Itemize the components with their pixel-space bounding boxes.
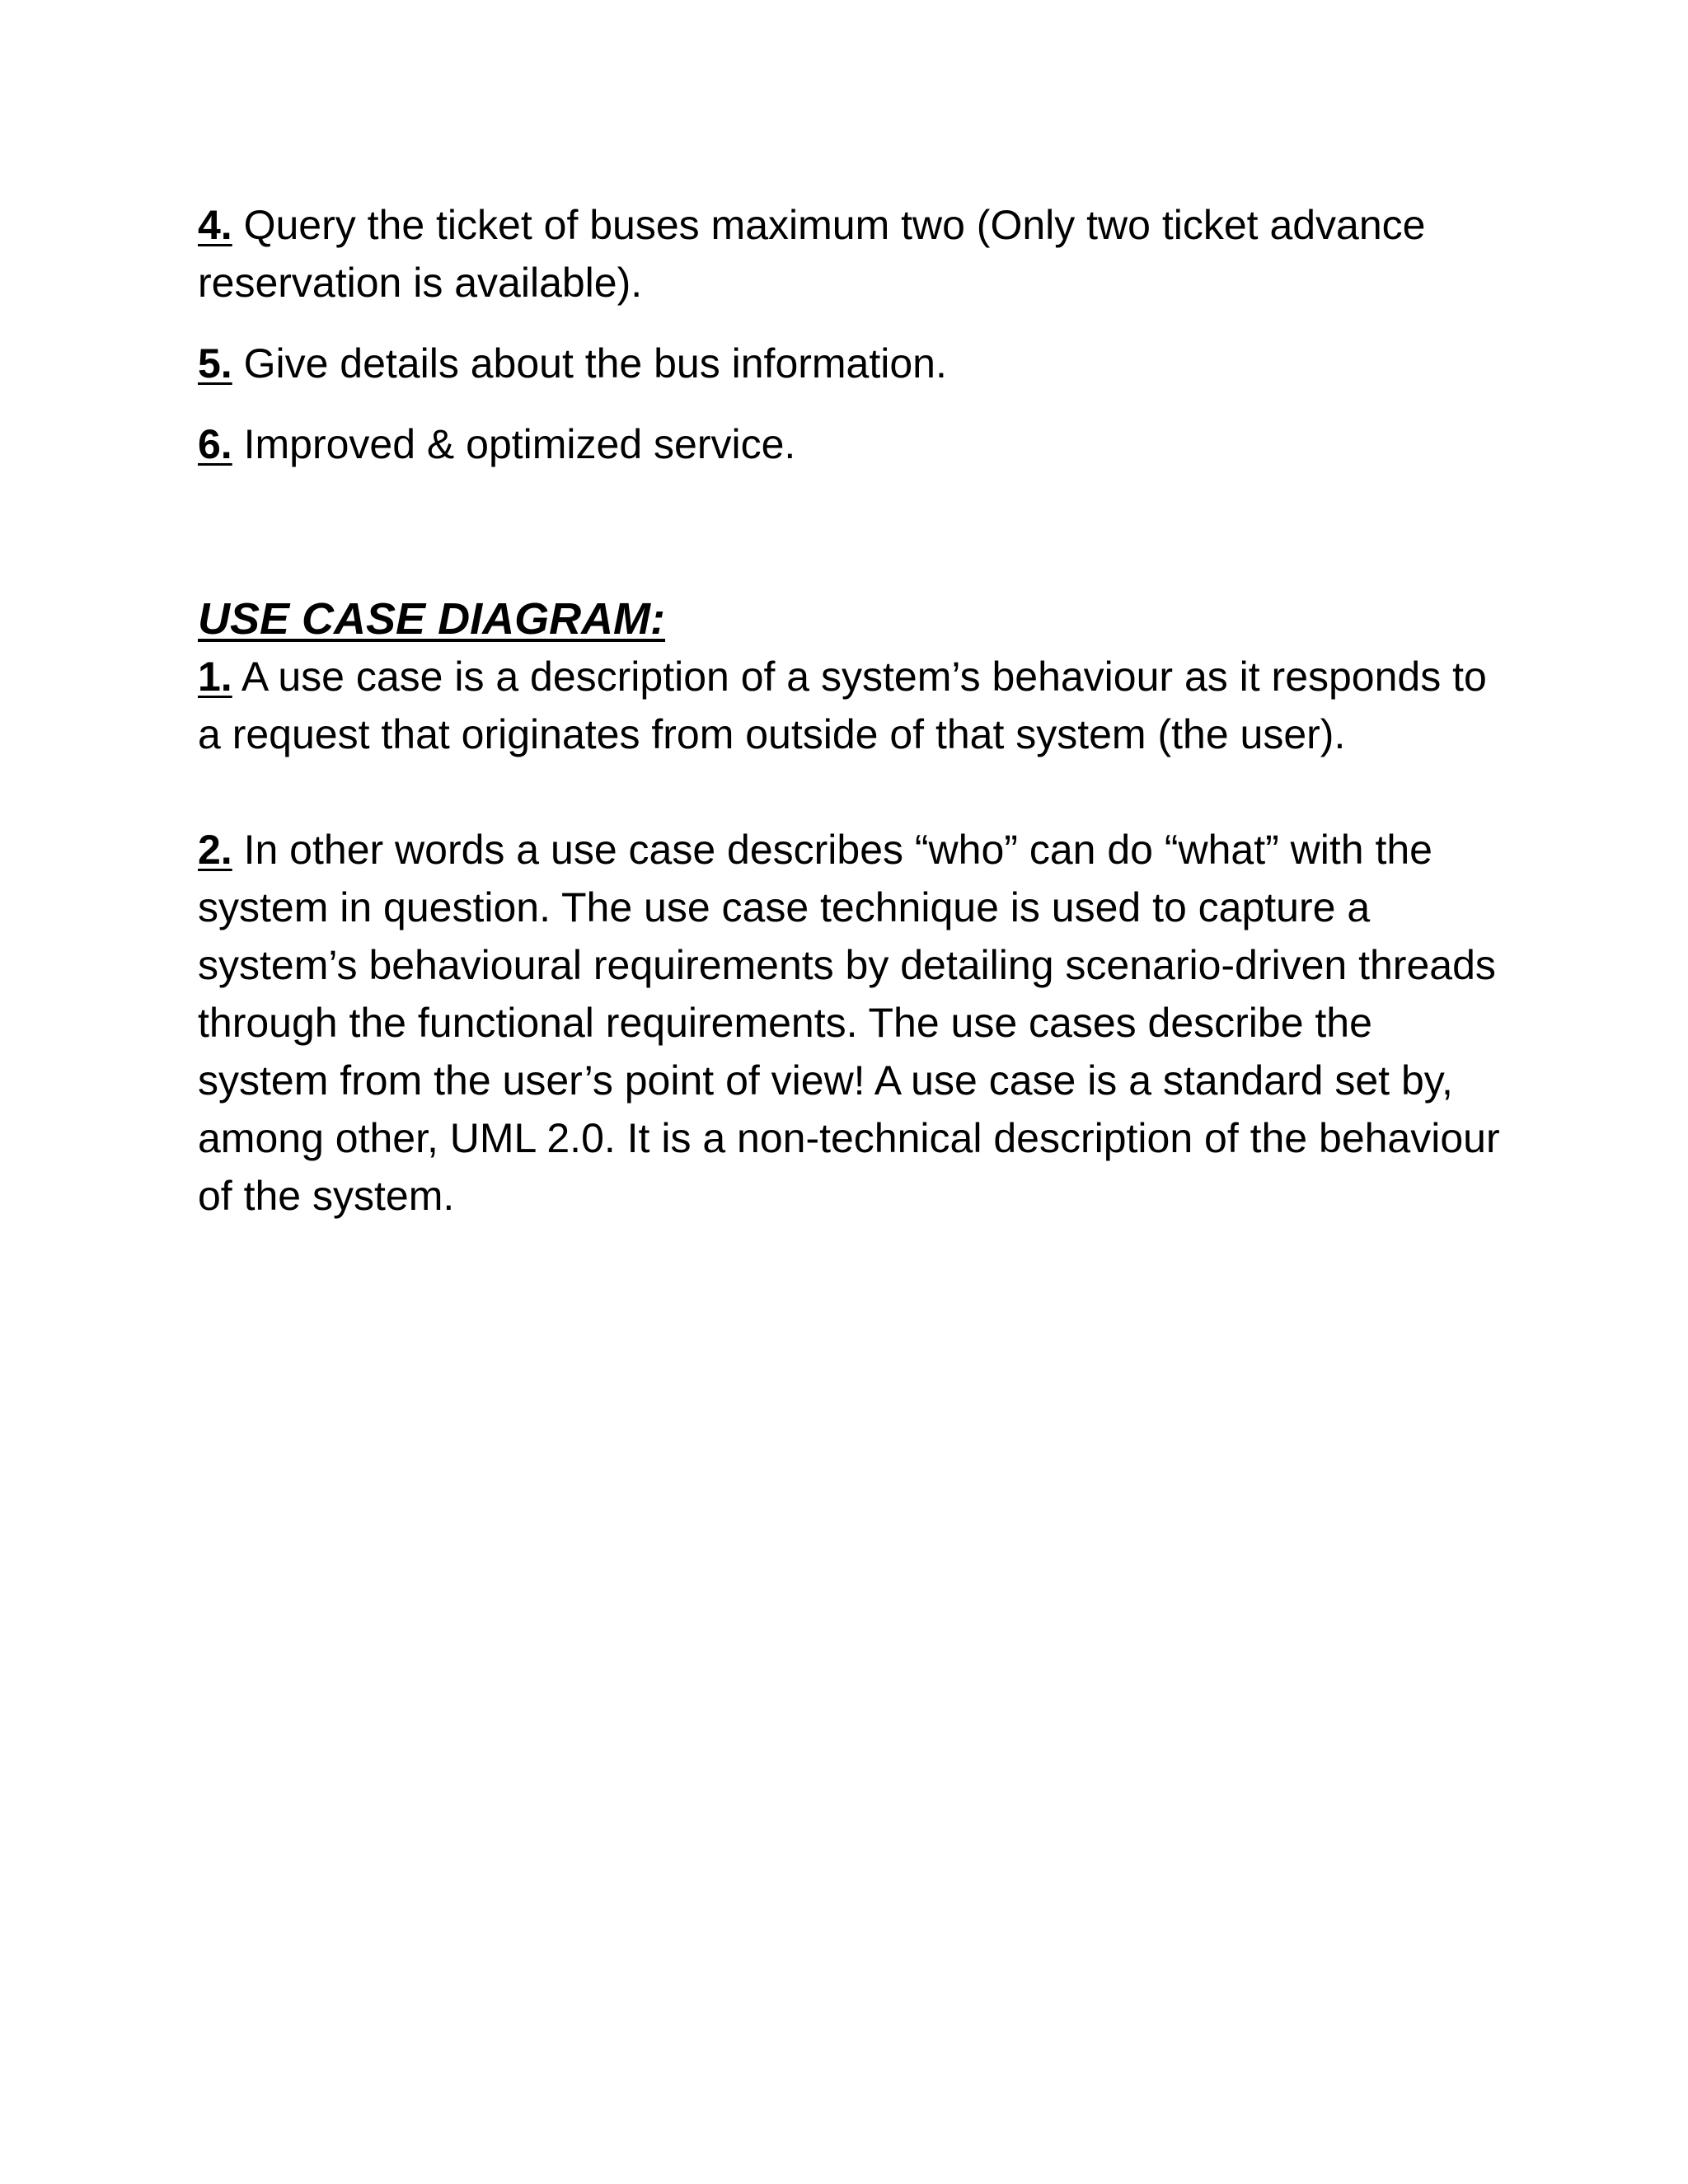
section-point-1	[198, 648, 1500, 763]
list-item-number: 4.	[198, 202, 232, 248]
list-item-number: 5.	[198, 340, 232, 387]
section-point-2	[198, 821, 1500, 1225]
page-content	[198, 196, 1500, 1225]
list-item-number: 6.	[198, 421, 232, 467]
point-text: A use case is a description of a system’s behaviour as it responds to a request that originates from outside of that system (the user).	[198, 654, 1487, 757]
section-heading: USE CASE DIAGRAM:	[198, 594, 666, 644]
point-text: In other words a use case describes “who” can do “what” with the system in question. The use case technique is used to capture a system’s behavioural requirements by detailing scenario-driven threads through the functional requirements. The use cases describe the system from the user’s point of view! A use case is a standard set by, among other, UML 2.0. It is a non-technical description of the behaviour of the system.	[198, 827, 1500, 1219]
list-item-text: Give details about the bus information.	[232, 340, 947, 387]
point-number: 1.	[198, 654, 232, 700]
list-item-5	[198, 335, 1500, 392]
point-number: 2.	[198, 827, 232, 873]
paragraph-spacer	[198, 763, 1500, 821]
list-item-text: Improved & optimized service.	[232, 421, 796, 467]
list-item-6	[198, 415, 1500, 473]
list-item-text: Query the ticket of buses maximum two (Only two ticket advance reservation is available).	[198, 202, 1426, 306]
list-item-4	[198, 196, 1500, 312]
